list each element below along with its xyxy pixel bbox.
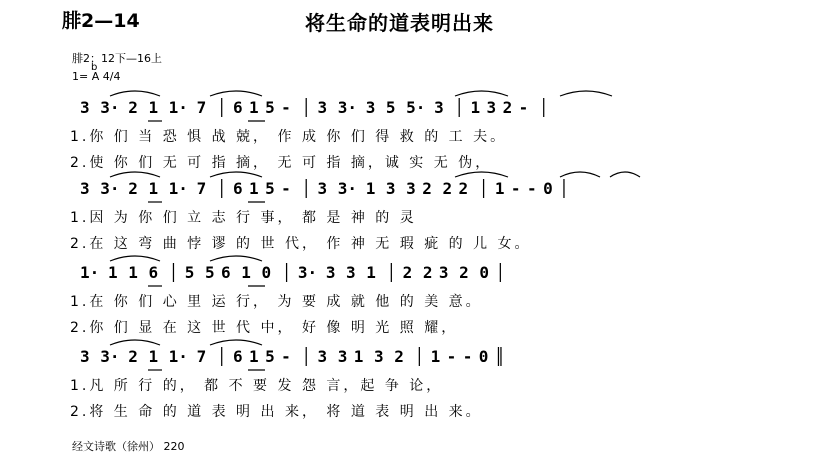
lyrics-verse-2: 2.将 生 命 的 道 表 明 出 来， 将 道 表 明 出 来。 xyxy=(70,404,483,420)
note: - xyxy=(446,347,457,366)
note: 5 xyxy=(265,347,275,366)
bar-line: │ xyxy=(216,179,227,198)
slur xyxy=(455,91,508,96)
note: 1· xyxy=(168,179,188,198)
lyrics-verse-1: 1.因 为 你 们 立 志 行 事， 都 是 神 的 灵 xyxy=(70,210,417,226)
note: 1 xyxy=(249,179,259,198)
note: - xyxy=(510,179,521,198)
note: 1 xyxy=(241,263,251,282)
song-number: 腓2—14 xyxy=(62,10,140,32)
note: 3 xyxy=(80,179,90,198)
note: 1 xyxy=(365,179,376,198)
note: 1 xyxy=(148,179,159,198)
note: 2 xyxy=(422,179,432,198)
note: 7 xyxy=(196,347,207,366)
lyrics-verse-2: 2.你 们 显 在 这 世 代 中， 好 像 明 光 照 耀， xyxy=(70,320,459,336)
note: 3 xyxy=(337,347,348,366)
bar-line: │ xyxy=(478,179,489,198)
slur xyxy=(210,256,262,261)
note: 3· xyxy=(337,179,357,198)
note: 2 xyxy=(402,263,413,282)
bar-line: │ xyxy=(301,179,312,198)
slur xyxy=(210,340,262,345)
note: 5 xyxy=(265,179,275,198)
note: 5 xyxy=(204,263,215,282)
note: 1 xyxy=(249,347,259,366)
bar-line: │ xyxy=(168,263,179,282)
note: 3· xyxy=(100,98,120,117)
note: 6 xyxy=(232,347,243,366)
flat-sign: b xyxy=(91,62,98,73)
slur xyxy=(455,172,508,177)
bar-line: │ xyxy=(216,347,227,366)
note: 3 xyxy=(434,98,444,117)
note: 7 xyxy=(196,98,207,117)
note: 3 xyxy=(317,179,328,198)
bar-line: │ xyxy=(281,263,292,282)
note: 3 xyxy=(346,263,356,282)
note: 2 xyxy=(128,98,138,117)
bar-line: ║ xyxy=(494,347,505,366)
note: 6 xyxy=(221,263,231,282)
note: 3 xyxy=(80,98,90,117)
note: 0 xyxy=(543,179,553,198)
lyrics-verse-1: 1.你 们 当 恐 惧 战 兢， 作 成 你 们 得 救 的 工 夫。 xyxy=(70,129,508,145)
lyrics-verse-2: 2.在 这 弯 曲 悖 谬 的 世 代， 作 神 无 瑕 疵 的 儿 女。 xyxy=(70,236,532,252)
note: 0 xyxy=(479,263,490,282)
note: 2 xyxy=(394,347,404,366)
slur xyxy=(560,91,612,96)
bar-line: │ xyxy=(495,263,506,282)
source-footer: 经文诗歌（徐州） 220 xyxy=(72,440,185,453)
key-signature: 1= A 4/4 xyxy=(72,70,121,83)
bar-line: │ xyxy=(301,347,312,366)
note: 6 xyxy=(232,179,243,198)
scripture-reference: 腓2：12下—16上 xyxy=(72,52,162,65)
note: 1· xyxy=(168,98,188,117)
note: 1 xyxy=(249,98,259,117)
note: 3 xyxy=(80,347,90,366)
bar-line: │ xyxy=(386,263,397,282)
note: 2 xyxy=(502,98,513,117)
note: 2 xyxy=(459,263,469,282)
bar-line: │ xyxy=(538,98,549,117)
note: 6 xyxy=(148,263,159,282)
slur xyxy=(110,172,160,177)
note: 3 xyxy=(438,263,449,282)
note: 1 xyxy=(148,347,159,366)
bar-line: │ xyxy=(301,98,312,117)
bar-line: │ xyxy=(559,179,569,198)
note: 2 xyxy=(128,347,138,366)
note: 3 xyxy=(486,98,497,117)
note: 5· xyxy=(406,98,426,117)
note: 1· xyxy=(168,347,188,366)
slur xyxy=(610,172,640,177)
note: - xyxy=(281,347,291,366)
note: 3· xyxy=(100,347,120,366)
note: 2 xyxy=(128,179,138,198)
note: 1 xyxy=(430,347,441,366)
slur xyxy=(560,172,600,177)
note: 1 xyxy=(494,179,505,198)
note: 1· xyxy=(80,263,100,282)
note: 1 xyxy=(366,263,376,282)
note: 3· xyxy=(337,98,357,117)
note: 3 xyxy=(325,263,336,282)
slur xyxy=(110,256,160,261)
note: 1 xyxy=(353,347,364,366)
note: 1 xyxy=(148,98,159,117)
note: 3 xyxy=(317,98,328,117)
note: 3· xyxy=(297,263,318,282)
slur xyxy=(110,340,160,345)
note: 1 xyxy=(107,263,118,282)
note: - xyxy=(462,347,473,366)
slur xyxy=(210,172,262,177)
note: 0 xyxy=(478,347,489,366)
note: - xyxy=(281,179,291,198)
note: 2 xyxy=(422,263,433,282)
note: 1 xyxy=(470,98,481,117)
note: 2 xyxy=(442,179,453,198)
note: 3 xyxy=(365,98,376,117)
note: 1 xyxy=(128,263,138,282)
slur xyxy=(210,91,262,96)
bar-line: │ xyxy=(414,347,425,366)
note: - xyxy=(526,179,537,198)
lyrics-verse-1: 1.在 你 们 心 里 运 行， 为 要 成 就 他 的 美 意。 xyxy=(70,294,483,310)
lyrics-verse-2: 2.使 你 们 无 可 指 摘， 无 可 指 摘，诚 实 无 伪， xyxy=(70,155,493,171)
note: 3 xyxy=(374,347,384,366)
song-title: 将生命的道表明出来 xyxy=(305,11,494,35)
note: 3 xyxy=(406,179,416,198)
note: 7 xyxy=(196,179,207,198)
note: 0 xyxy=(261,263,272,282)
note: 2 xyxy=(458,179,469,198)
bar-line: │ xyxy=(454,98,465,117)
note: - xyxy=(281,98,291,117)
note: 5 xyxy=(385,98,396,117)
note: 3 xyxy=(385,179,396,198)
slur xyxy=(110,91,160,96)
lyrics-verse-1: 1.凡 所 行 的， 都 不 要 发 怨 言，起 争 论， xyxy=(70,378,444,394)
bar-line: │ xyxy=(216,98,227,117)
note: 3· xyxy=(100,179,120,198)
note: 5 xyxy=(265,98,275,117)
note: - xyxy=(518,98,529,117)
note: 5 xyxy=(184,263,195,282)
note: 3 xyxy=(317,347,328,366)
note: 6 xyxy=(232,98,243,117)
